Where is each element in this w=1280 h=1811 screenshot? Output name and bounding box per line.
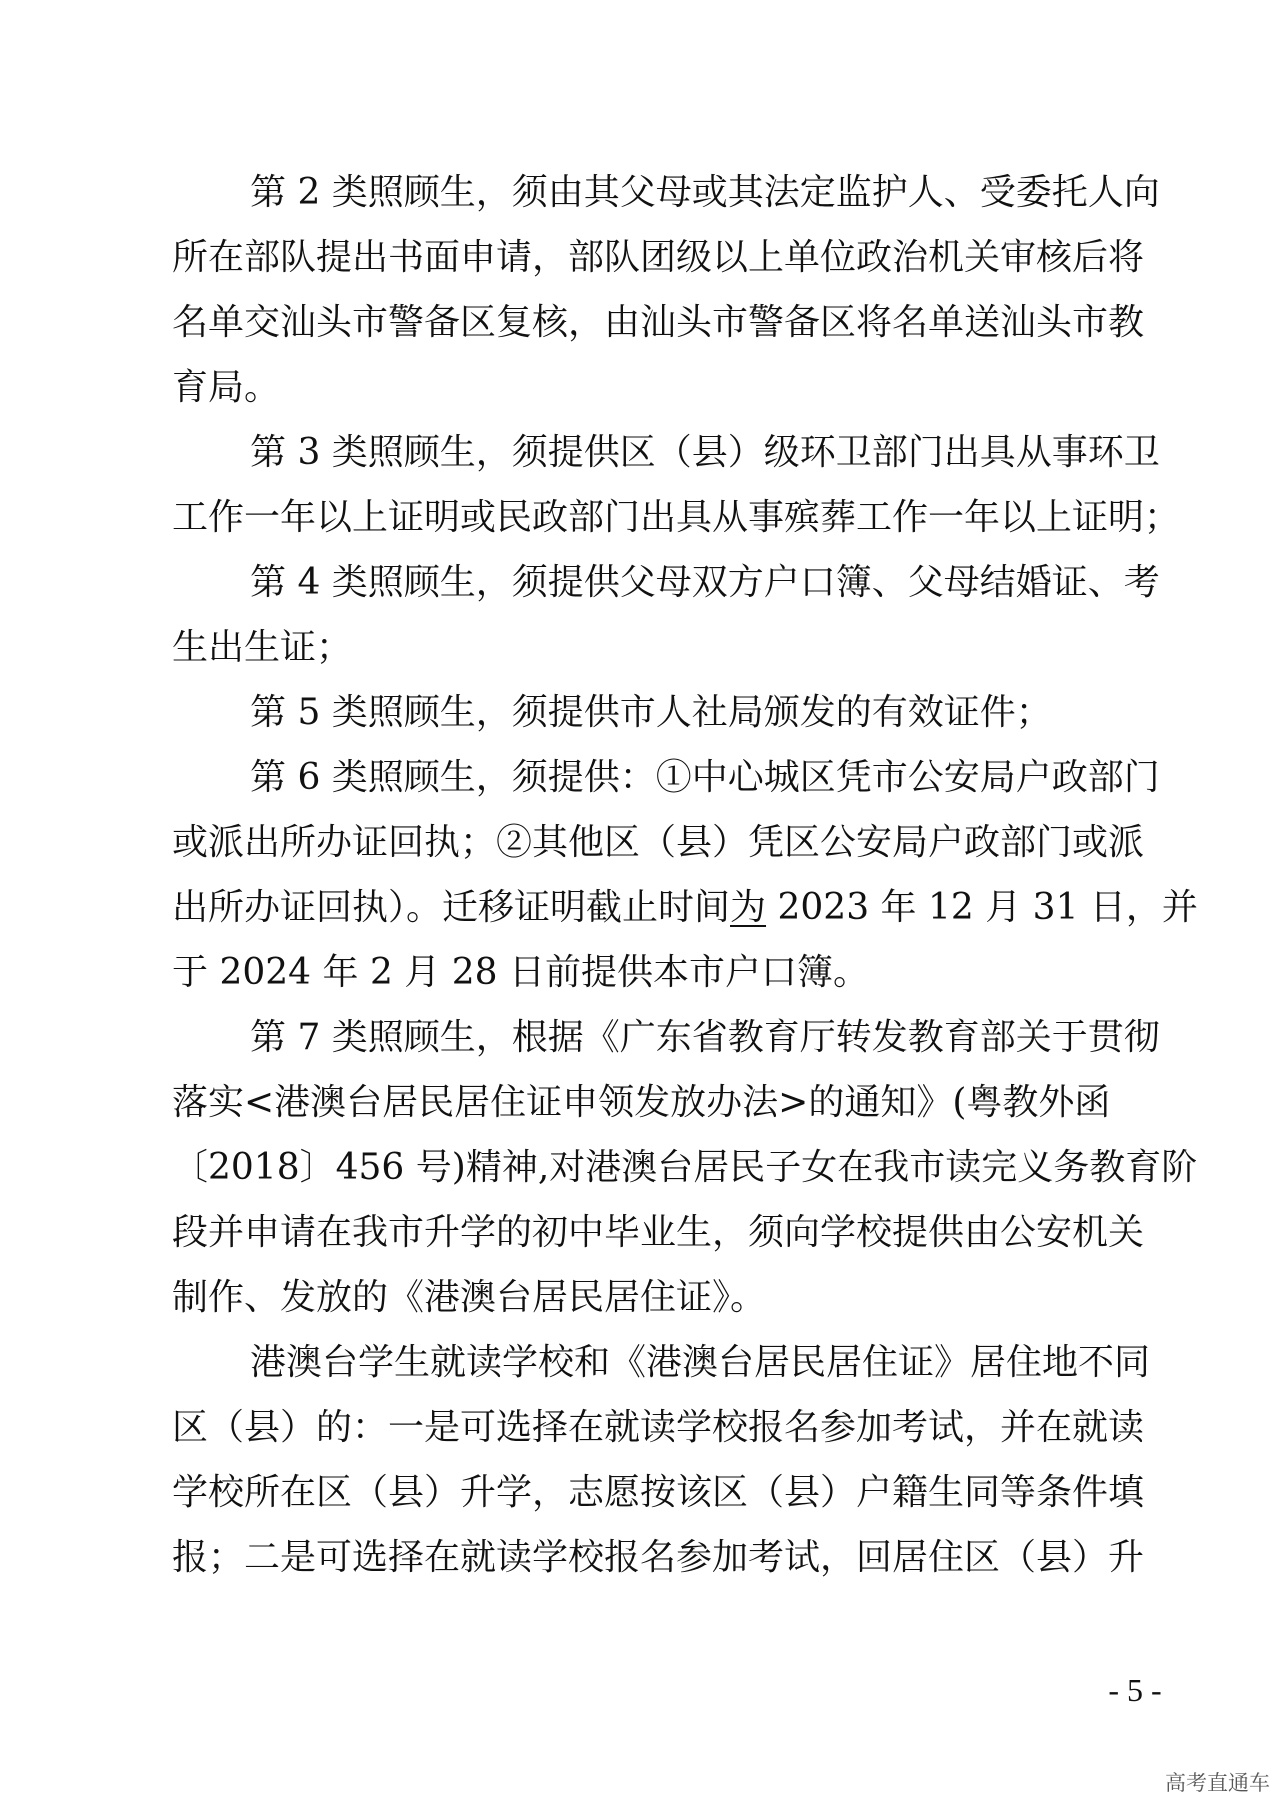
line-text: 2023 年 12 月 31 日，并 (766, 887, 1198, 928)
paragraph-line: 生出生证； (172, 627, 353, 668)
paragraph-line: 段并申请在我市升学的初中毕业生，须向学校提供由公安机关 (172, 1212, 1145, 1253)
underlined-text: 为 (730, 887, 767, 928)
paragraph-line (172, 875, 1198, 941)
paragraph-line: 所在部队提出书面申请，部队团级以上单位政治机关审核后将 (172, 237, 1145, 278)
paragraph-line: 落实<港澳台居民居住证申领发放办法>的通知》(粤教外函 (172, 1082, 1111, 1123)
paragraph-line: 第 3 类照顾生，须提供区（县）级环卫部门出具从事环卫 (250, 432, 1160, 473)
paragraph-line: 工作一年以上证明或民政部门出具从事殡葬工作一年以上证明； (172, 497, 1181, 538)
paragraph-line: 制作、发放的《港澳台居民居住证》。 (172, 1277, 767, 1318)
paragraph-line: 第 7 类照顾生，根据《广东省教育厅转发教育部关于贯彻 (250, 1017, 1160, 1058)
paragraph-line: 名单交汕头市警备区复核，由汕头市警备区将名单送汕头市教 (172, 302, 1145, 343)
paragraph-line: 港澳台学生就读学校和《港澳台居民居住证》居住地不同 (250, 1342, 1151, 1383)
paragraph-line: 于 2024 年 2 月 28 日前提供本市户口簿。 (172, 952, 869, 993)
line-text: 出所办证回执）。迁移证明截止时间 (172, 887, 731, 928)
page-number: - 5 - (1108, 1672, 1162, 1708)
paragraph-line: 报；二是可选择在就读学校报名参加考试，回居住区（县）升 (172, 1537, 1145, 1578)
paragraph-line: 第 5 类照顾生，须提供市人社局颁发的有效证件； (250, 692, 1052, 733)
paragraph-line: 第 6 类照顾生，须提供：①中心城区凭市公安局户政部门 (250, 757, 1160, 798)
watermark: 高考直通车 (1165, 1771, 1270, 1795)
paragraph-line: 〔2018〕456 号)精神,对港澳台居民子女在我市读完义务教育阶 (172, 1147, 1198, 1188)
paragraph-line: 育局。 (172, 367, 281, 408)
paragraph-line: 第 2 类照顾生，须由其父母或其法定监护人、受委托人向 (250, 172, 1160, 213)
paragraph-line: 或派出所办证回执；②其他区（县）凭区公安局户政部门或派 (172, 822, 1145, 863)
paragraph-line: 第 4 类照顾生，须提供父母双方户口簿、父母结婚证、考 (250, 562, 1160, 603)
paragraph-line: 区（县）的：一是可选择在就读学校报名参加考试，并在就读 (172, 1407, 1145, 1448)
paragraph-line: 学校所在区（县）升学，志愿按该区（县）户籍生同等条件填 (172, 1472, 1145, 1513)
